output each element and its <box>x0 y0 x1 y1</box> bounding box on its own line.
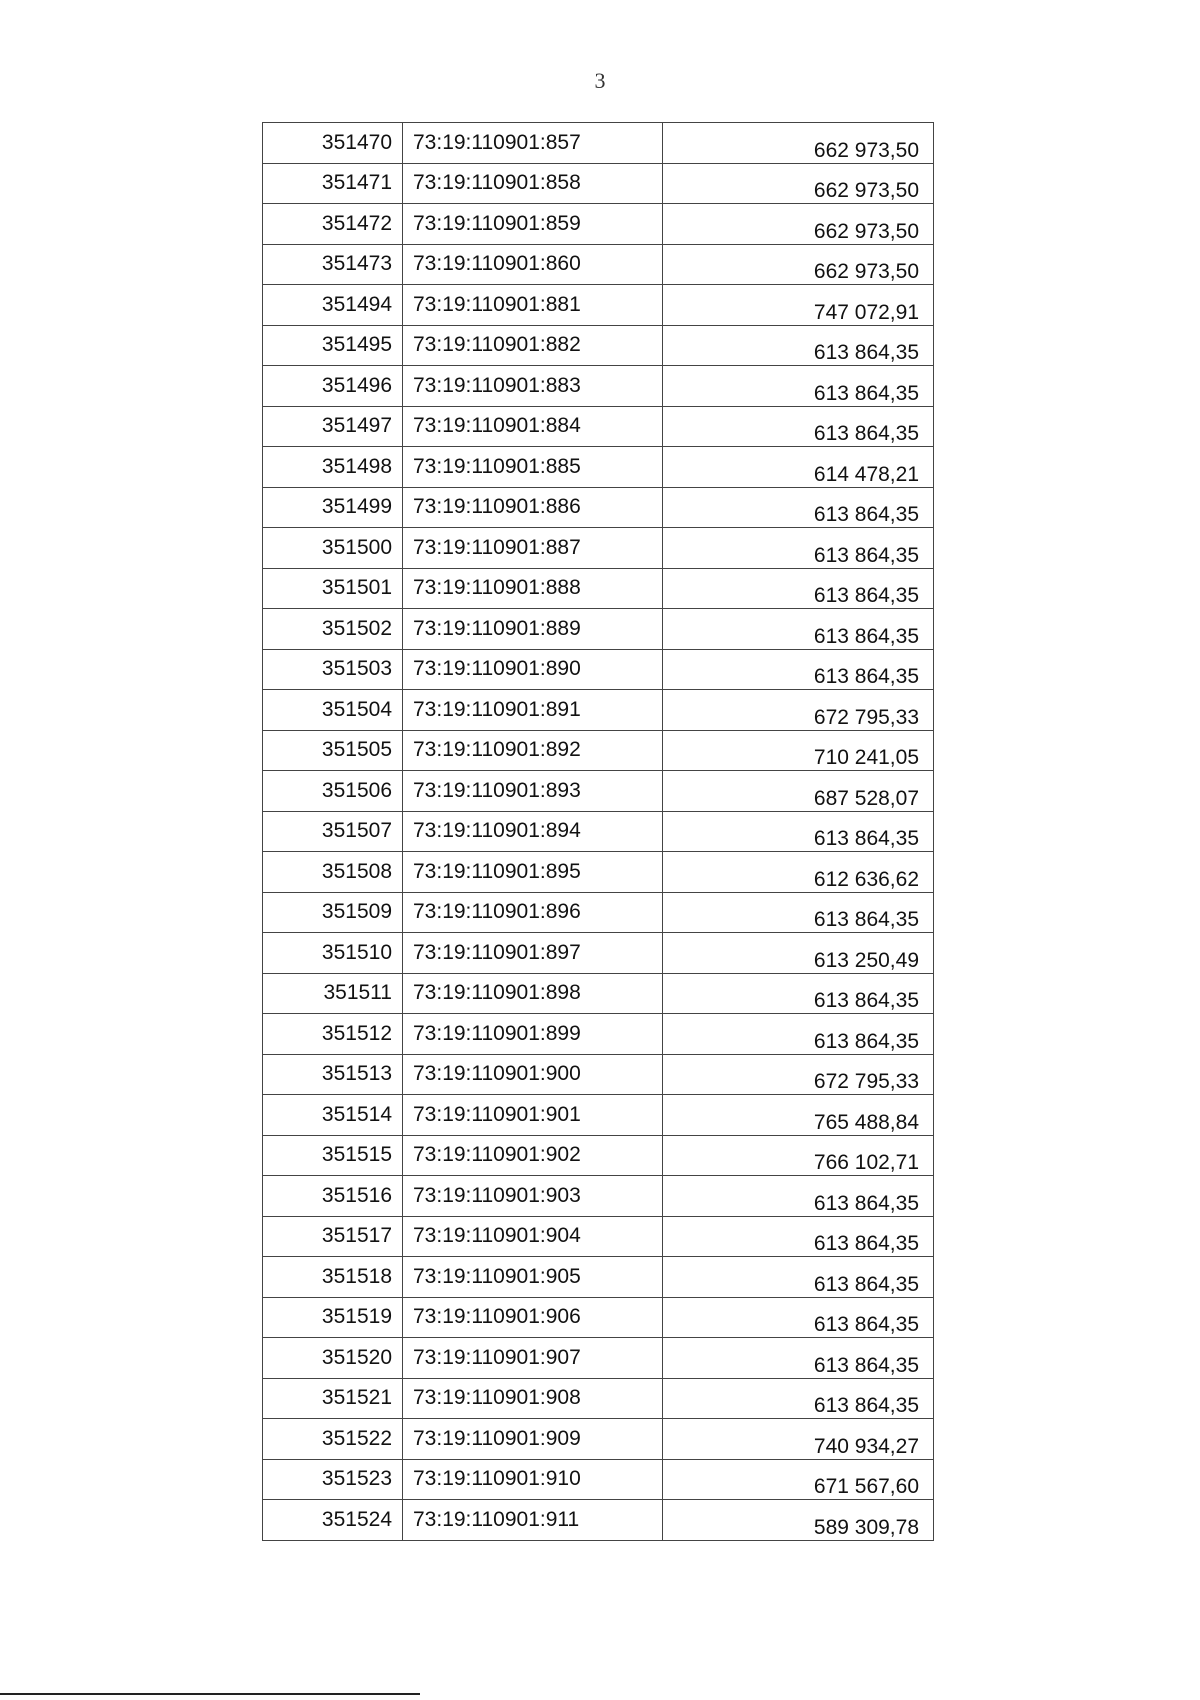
cadastral-number-cell: 73:19:110901:908 <box>403 1379 663 1419</box>
cadastral-value-cell: 613 864,35 <box>813 341 919 364</box>
cadastral-number-cell: 73:19:110901:887 <box>403 528 663 568</box>
table-row <box>263 204 933 245</box>
cadastral-value-cell: 613 864,35 <box>813 543 919 567</box>
cadastral-number-cell: 73:19:110901:906 <box>403 1298 663 1338</box>
cadastral-value-cell: 672 795,33 <box>813 1070 919 1093</box>
cadastral-value-cell: 662 973,50 <box>813 219 919 243</box>
object-id-cell: 351472 <box>263 204 403 244</box>
cadastral-number-cell: 73:19:110901:858 <box>403 164 663 204</box>
object-id-cell: 351506 <box>263 771 403 811</box>
object-id-cell: 351503 <box>263 650 403 690</box>
table-row <box>263 569 933 610</box>
cadastral-value-cell: 672 795,33 <box>813 705 919 729</box>
cadastral-number-cell: 73:19:110901:882 <box>403 326 663 366</box>
cadastral-value-cell: 613 864,35 <box>813 381 919 405</box>
table-row <box>263 407 933 448</box>
cadastral-value-cell: 613 250,49 <box>813 948 919 972</box>
table-row <box>263 1095 933 1136</box>
object-id-cell: 351510 <box>263 933 403 973</box>
object-id-cell: 351515 <box>263 1136 403 1176</box>
cadastral-value-cell: 662 973,50 <box>813 179 919 202</box>
cadastral-value-cell: 614 478,21 <box>813 462 919 486</box>
object-id-cell: 351504 <box>263 690 403 730</box>
cadastral-value-cell: 612 636,62 <box>813 867 919 891</box>
table-row <box>263 893 933 934</box>
table-row <box>263 1298 933 1339</box>
object-id-cell: 351514 <box>263 1095 403 1135</box>
cadastral-number-cell: 73:19:110901:895 <box>403 852 663 892</box>
cadastral-value-cell: 613 864,35 <box>813 584 919 607</box>
cadastral-number-cell: 73:19:110901:889 <box>403 609 663 649</box>
table-row <box>263 852 933 893</box>
table-row <box>263 690 933 731</box>
cadastral-number-cell: 73:19:110901:903 <box>403 1176 663 1216</box>
cadastral-value-cell: 613 864,35 <box>813 665 919 688</box>
cadastral-value-cell: 671 567,60 <box>813 1475 919 1498</box>
table-row <box>263 528 933 569</box>
cadastral-value-cell: 662 973,50 <box>813 260 919 283</box>
object-id-cell: 351470 <box>263 123 403 163</box>
table-row <box>263 326 933 367</box>
table-row <box>263 731 933 772</box>
object-id-cell: 351498 <box>263 447 403 487</box>
cadastral-value-cell: 687 528,07 <box>813 786 919 810</box>
object-id-cell: 351507 <box>263 812 403 852</box>
cadastral-number-cell: 73:19:110901:911 <box>403 1500 663 1540</box>
object-id-cell: 351500 <box>263 528 403 568</box>
object-id-cell: 351502 <box>263 609 403 649</box>
object-id-cell: 351496 <box>263 366 403 406</box>
object-id-cell: 351499 <box>263 488 403 528</box>
object-id-cell: 351511 <box>263 974 403 1014</box>
cadastral-number-cell: 73:19:110901:859 <box>403 204 663 244</box>
object-id-cell: 351517 <box>263 1217 403 1257</box>
object-id-cell: 351524 <box>263 1500 403 1540</box>
table-row <box>263 1419 933 1460</box>
object-id-cell: 351497 <box>263 407 403 447</box>
table-row <box>263 974 933 1015</box>
table-row <box>263 1014 933 1055</box>
cadastral-value-cell: 613 864,35 <box>813 908 919 931</box>
table-row <box>263 285 933 326</box>
table-row <box>263 447 933 488</box>
table-row <box>263 164 933 205</box>
cadastral-value-cell: 613 864,35 <box>813 422 919 445</box>
table-row <box>263 1136 933 1177</box>
table-row <box>263 1338 933 1379</box>
table-row <box>263 1217 933 1258</box>
cadastral-value-cell: 613 864,35 <box>813 989 919 1012</box>
table-row <box>263 245 933 286</box>
object-id-cell: 351505 <box>263 731 403 771</box>
object-id-cell: 351520 <box>263 1338 403 1378</box>
cadastral-number-cell: 73:19:110901:896 <box>403 893 663 933</box>
table-row <box>263 1176 933 1217</box>
object-id-cell: 351508 <box>263 852 403 892</box>
cadastral-number-cell: 73:19:110901:897 <box>403 933 663 973</box>
cadastral-number-cell: 73:19:110901:857 <box>403 123 663 163</box>
cadastral-number-cell: 73:19:110901:898 <box>403 974 663 1014</box>
object-id-cell: 351523 <box>263 1460 403 1500</box>
cadastral-number-cell: 73:19:110901:881 <box>403 285 663 325</box>
cadastral-number-cell: 73:19:110901:901 <box>403 1095 663 1135</box>
table-row <box>263 123 933 164</box>
cadastral-value-cell: 662 973,50 <box>813 138 919 162</box>
cadastral-number-cell: 73:19:110901:909 <box>403 1419 663 1459</box>
table-row <box>263 1379 933 1420</box>
cadastral-number-cell: 73:19:110901:907 <box>403 1338 663 1378</box>
cadastral-number-cell: 73:19:110901:886 <box>403 488 663 528</box>
cadastral-value-cell: 613 864,35 <box>813 1232 919 1255</box>
object-id-cell: 351471 <box>263 164 403 204</box>
object-id-cell: 351494 <box>263 285 403 325</box>
cadastral-number-cell: 73:19:110901:888 <box>403 569 663 609</box>
table-row <box>263 812 933 853</box>
object-id-cell: 351513 <box>263 1055 403 1095</box>
cadastral-number-cell: 73:19:110901:892 <box>403 731 663 771</box>
object-id-cell: 351522 <box>263 1419 403 1459</box>
cadastral-value-cell: 613 864,35 <box>813 1313 919 1336</box>
cadastral-value-cell: 613 864,35 <box>813 827 919 850</box>
object-id-cell: 351521 <box>263 1379 403 1419</box>
cadastral-number-cell: 73:19:110901:860 <box>403 245 663 285</box>
cadastral-value-cell: 710 241,05 <box>813 746 919 769</box>
object-id-cell: 351516 <box>263 1176 403 1216</box>
cadastral-number-cell: 73:19:110901:899 <box>403 1014 663 1054</box>
table-row <box>263 366 933 407</box>
cadastral-number-cell: 73:19:110901:883 <box>403 366 663 406</box>
table-row <box>263 1055 933 1096</box>
cadastral-value-cell: 613 864,35 <box>813 1029 919 1053</box>
cadastral-value-table <box>262 122 934 1541</box>
footnote-separator <box>0 1693 420 1695</box>
cadastral-number-cell: 73:19:110901:902 <box>403 1136 663 1176</box>
cadastral-number-cell: 73:19:110901:893 <box>403 771 663 811</box>
object-id-cell: 351473 <box>263 245 403 285</box>
object-id-cell: 351495 <box>263 326 403 366</box>
cadastral-number-cell: 73:19:110901:900 <box>403 1055 663 1095</box>
object-id-cell: 351501 <box>263 569 403 609</box>
object-id-cell: 351509 <box>263 893 403 933</box>
table-row <box>263 933 933 974</box>
cadastral-value-cell: 613 864,35 <box>813 1394 919 1417</box>
cadastral-value-cell: 766 102,71 <box>813 1151 919 1174</box>
cadastral-value-cell: 613 864,35 <box>813 1191 919 1215</box>
table-row <box>263 650 933 691</box>
table-row <box>263 771 933 812</box>
cadastral-value-cell: 613 864,35 <box>813 503 919 526</box>
cadastral-number-cell: 73:19:110901:894 <box>403 812 663 852</box>
cadastral-value-cell: 613 864,35 <box>813 1353 919 1377</box>
table-row <box>263 1257 933 1298</box>
cadastral-number-cell: 73:19:110901:891 <box>403 690 663 730</box>
page-number: 3 <box>594 68 606 93</box>
cadastral-value-cell: 740 934,27 <box>813 1434 919 1458</box>
cadastral-number-cell: 73:19:110901:884 <box>403 407 663 447</box>
cadastral-value-cell: 765 488,84 <box>813 1110 919 1134</box>
cadastral-number-cell: 73:19:110901:885 <box>403 447 663 487</box>
cadastral-number-cell: 73:19:110901:905 <box>403 1257 663 1297</box>
cadastral-number-cell: 73:19:110901:904 <box>403 1217 663 1257</box>
object-id-cell: 351519 <box>263 1298 403 1338</box>
cadastral-value-cell: 613 864,35 <box>813 624 919 648</box>
object-id-cell: 351512 <box>263 1014 403 1054</box>
cadastral-value-cell: 747 072,91 <box>813 300 919 324</box>
cadastral-number-cell: 73:19:110901:910 <box>403 1460 663 1500</box>
cadastral-value-cell: 613 864,35 <box>813 1272 919 1296</box>
table-row <box>263 1460 933 1501</box>
cadastral-value-cell: 589 309,78 <box>813 1515 919 1539</box>
table-row <box>263 1500 933 1541</box>
table-row <box>263 609 933 650</box>
object-id-cell: 351518 <box>263 1257 403 1297</box>
table-row <box>263 488 933 529</box>
cadastral-number-cell: 73:19:110901:890 <box>403 650 663 690</box>
